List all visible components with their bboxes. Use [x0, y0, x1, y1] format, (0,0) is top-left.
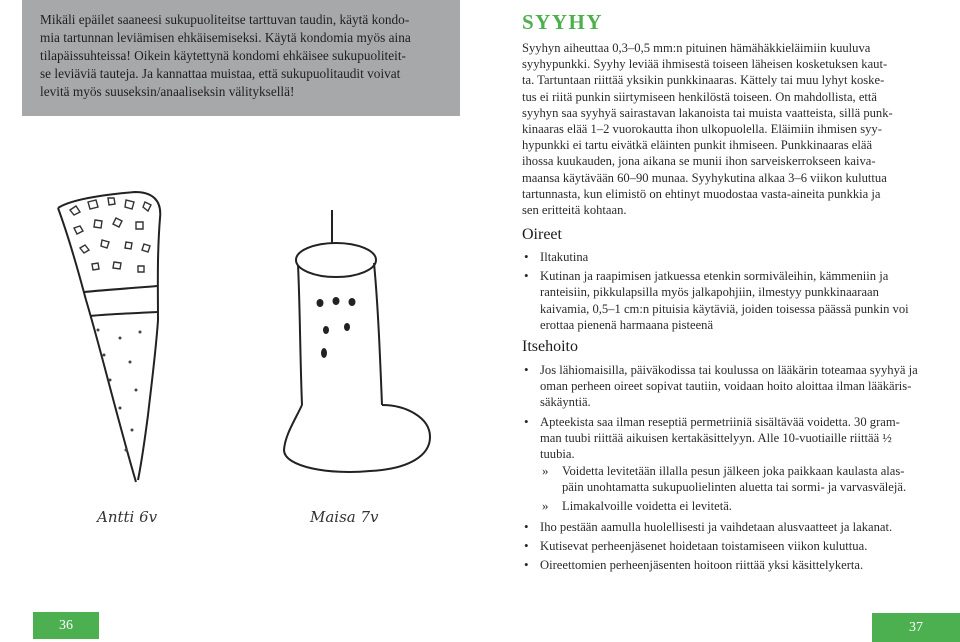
symptoms-list — [522, 249, 932, 336]
list-item: • Kutisevat perheenjäsenet hoidetaan toistamiseen viikon kuluttua. — [522, 538, 932, 554]
self-care-sublist — [522, 463, 932, 518]
list-item: » Limakalvoille voidetta ei levitetä. — [522, 498, 932, 514]
heading-oireet: Oireet — [522, 226, 562, 243]
list-item: • Oireettomien perheenjäsenten hoitoon riittää yksi käsittelykerta. — [522, 557, 932, 573]
child-drawing-antti — [40, 180, 210, 500]
self-care-list — [522, 362, 932, 465]
intro-paragraph: Syyhyn aiheuttaa 0,3–0,5 mm:n pituinen hämähäkkieläimiin kuuluva syyhypunkki. Syyhy leviää ihmisestä toiseen läheisen kosketuksen kaut- ta. Tartuntaan riittää yksikin punkkinaaras. Kättely tai muu lyhyt koske- tus ei riitä punkin siirtymiseen henkilöstä toiseen. On mahdollista, että syyhyn saa syyhyä sairastavan lakanoista tai muista vaatteista, sillä punk- kinaaras elää 1–2 vuorokautta ihon ulkopuolella. Eläimiin ihmisen syy- hypunkki ei tartu eivätkä eläinten punkit ihmiseen. Punkkinaaras elää ihossa kuukauden, jona aikana se munii ihon sarveiskerrokseen kaiva- maansa käytävään 60–90 munaa. Syyhykutina alkaa 3–6 viikon kuluttua tartunnasta, kun elimistö on ehtinyt muodostaa vasta-aineita punkkia ja sen eritteitä kohtaan. — [522, 41, 893, 218]
list-item: • Kutinan ja raapimisen jatkuessa etenkin sormiväleihin, kämmeniin ja ranteisiin, pikkulapsilla myös jalkapohjiin, ilmestyy punkkinaaraan kaivamia, 0,5–1 cm:n pituisia käytäviä, joiden toisessa päässä punkin voi erottaa pienenä harmaana pisteenä — [522, 268, 932, 333]
caption-maisa: Maisa 7v — [310, 508, 379, 526]
list-item: » Voidetta levitetään illalla pesun jälkeen joka paikkaan kaulasta alas- päin unohtamatta sukupuolielinten aluetta tai sormi- ja varvasvälejä. — [522, 463, 932, 495]
heading-itsehoito: Itsehoito — [522, 338, 578, 355]
section-header — [522, 10, 922, 34]
page-number-right: 37 — [872, 613, 960, 642]
self-care-list-continued — [522, 519, 932, 577]
list-item: • Iho pestään aamulla huolellisesti ja vaihdetaan alusvaatteet ja lakanat. — [522, 519, 932, 535]
caption-antti: Antti 6v — [97, 508, 158, 526]
section-title: SYYHY — [522, 10, 604, 34]
sti-notice-text: Mikäli epäilet saaneesi sukupuoliteitse tarttuvan taudin, käytä kondo- mia tartunnan leviämisen ehkäisemiseksi. Käytä kondomia myös aina tilapäissuhteissa! Oikein käytettynä kondomi ehkäisee sukupuoliteit- se leviäviä tauteja. Ja kannattaa muistaa, että sukupuolitaudit voivat levitä myös suuseksin/anaaliseksin välityksellä! — [40, 12, 411, 99]
list-item: • Apteekista saa ilman reseptiä permetriiniä sisältävää voidetta. 30 gram- man tuubi riittää aikuisen kertakäsittelyyn. Alle 10-vuotiaille riittää ½ tuubia. — [522, 414, 932, 463]
page-number-left: 36 — [33, 612, 99, 639]
list-item: • Iltakutina — [522, 249, 932, 265]
list-item: • Jos lähiomaisilla, päiväkodissa tai koulussa on lääkärin toteamaa syyhyä ja oman perheen oireet sopivat tautiin, voidaan hoito aloittaa ilman lääkäris- säkäyntiä. — [522, 362, 932, 411]
child-drawing-maisa — [270, 205, 450, 495]
sti-notice-box — [22, 0, 460, 116]
